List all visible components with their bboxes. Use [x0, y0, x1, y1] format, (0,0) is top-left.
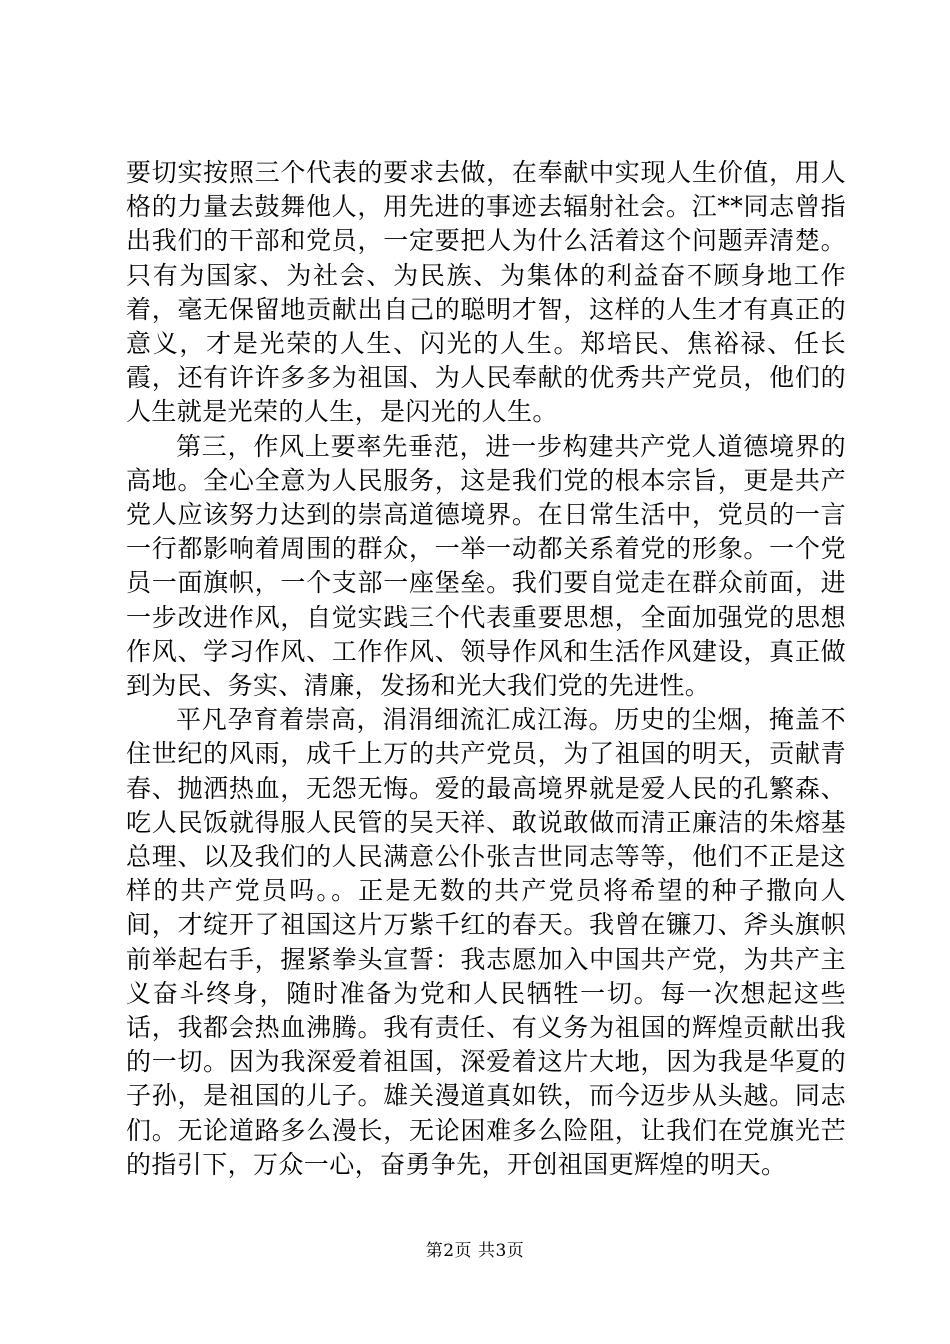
page-number-footer: 第2页 共3页: [425, 1241, 525, 1261]
paragraph-conclusion: 平凡孕育着崇高，涓涓细流汇成江海。历史的尘烟，掩盖不住世纪的风雨，成千上万的共产党员，为了祖国的明天，贡献青春、抛洒热血，无怨无悔。爱的最高境界就是爱人民的孔繁森、吃人民饭就得服人民管的吴天祥、敢说敢做而清正廉洁的朱熔基总理、以及我们的人民满意公仆张吉世同志等等，他们不正是这样的共产党员吗。。正是无数的共产党员将希望的种子撒向人间，才绽开了祖国这片万紫千红的春天。我曾在镰刀、斧头旗帜前举起右手，握紧拳头宣誓：我志愿加入中国共产党，为共产主义奋斗终身，随时准备为党和人民牺牲一切。每一次想起这些话，我都会热血沸腾。我有责任、有义务为祖国的辉煌贡献出我的一切。因为我深爱着祖国，深爱着这片大地，因为我是华夏的子孙，是祖国的儿子。雄关漫道真如铁，而今迈步从头越。同志们。无论道路多么漫长，无论困难多么险阻，让我们在党旗光芒的指引下，万众一心，奋勇争先，开创祖国更辉煌的明天。: [126, 705, 846, 1179]
paragraph-continuation: 要切实按照三个代表的要求去做，在奉献中实现人生价值，用人格的力量去鼓舞他人，用先进的事迹去辐射社会。江**同志曾指出我们的干部和党员，一定要把人为什么活着这个问题弄清楚。只有为国家、为社会、为民族、为集体的利益奋不顾身地工作着，毫无保留地贡献出自己的聪明才智，这样的人生才有真正的意义，才是光荣的人生、闪光的人生。郑培民、焦裕禄、任长霞，还有许许多多为祖国、为人民奉献的优秀共产党员，他们的人生就是光荣的人生，是闪光的人生。: [126, 158, 846, 427]
paragraph-style: 第三，作风上要率先垂范，进一步构建共产党人道德境界的高地。全心全意为人民服务，这是我们党的根本宗旨，更是共产党人应该努力达到的崇高道德境界。在日常生活中，党员的一言一行都影响着周围的群众，一举一动都关系着党的形象。一个党员一面旗帜，一个支部一座堡垒。我们要自觉走在群众前面，进一步改进作风，自觉实践三个代表重要思想，全面加强党的思想作风、学习作风、工作作风、领导作风和生活作风建设，真正做到为民、务实、清廉，发扬和光大我们党的先进性。: [126, 431, 846, 701]
document-body: [126, 156, 846, 1182]
